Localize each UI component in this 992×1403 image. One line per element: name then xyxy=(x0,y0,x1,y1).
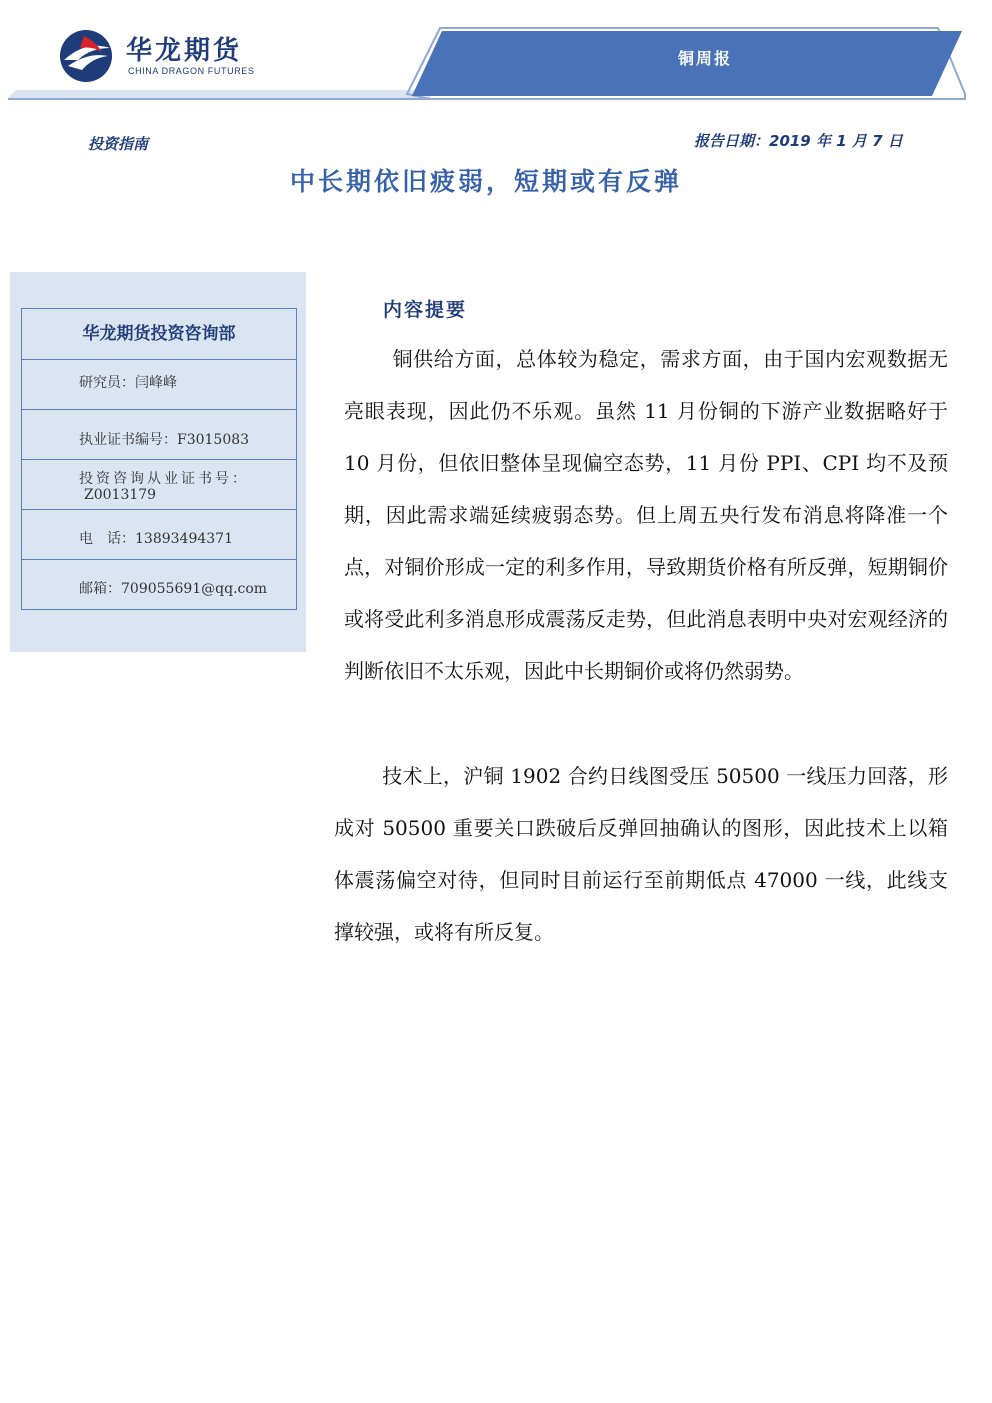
company-logo xyxy=(56,24,316,84)
summary-heading: 内容提要 xyxy=(383,299,468,321)
cert-number: 执业证书编号：F3015083 xyxy=(79,432,250,448)
logo-english-text: CHINA DRAGON FUTURES xyxy=(128,66,255,76)
cert-row xyxy=(22,409,296,459)
advisory-cert-label: 投资咨询从业证书号： xyxy=(79,471,249,487)
dragon-logo-icon xyxy=(56,26,116,86)
phone-row xyxy=(22,509,296,559)
advisory-cert-number: Z0013179 xyxy=(84,487,157,503)
department-heading: 华龙期货投资咨询部 xyxy=(82,324,236,344)
phone-number: 电 话：13893494371 xyxy=(79,531,233,547)
summary-paragraph-2 xyxy=(334,750,948,958)
analyst-sidebar xyxy=(10,272,306,652)
researcher-row xyxy=(22,359,296,409)
researcher-name: 研究员：闫峰峰 xyxy=(79,375,177,391)
report-date: 报告日期：2019 年 1 月 7 日 xyxy=(694,132,903,150)
summary-paragraph-1 xyxy=(334,333,948,697)
paragraph-1-text: 铜供给方面，总体较为稳定，需求方面，由于国内宏观数据无亮眼表现，因此仍不乐观。虽然 11 月份铜的下游产业数据略好于 10 月份，但依旧整体呈现偏空态势，11 月份 PPI、CPI 均不及预期，因此需求端延续疲弱态势。但上周五央行发布消息将降准一个点，对铜价形成一定的利多作用，导致期货价格有所反弹，短期铜价或将受此利多消息形成震荡反走势，但此消息表明中央对宏观经济的判断依旧不太乐观，因此中长期铜价或将仍然弱势。 xyxy=(344,347,948,683)
analyst-info-table xyxy=(21,308,297,610)
report-header xyxy=(0,0,992,120)
email-row xyxy=(22,559,296,609)
category-label: 投资指南 xyxy=(88,135,149,153)
logo-chinese-text: 华龙期货 xyxy=(126,36,243,66)
email-address: 邮箱：709055691@qq.com xyxy=(79,581,268,597)
report-title: 中长期依旧疲弱，短期或有反弹 xyxy=(289,167,682,196)
advisory-cert-row xyxy=(22,459,296,509)
paragraph-2-text: 技术上，沪铜 1902 合约日线图受压 50500 一线压力回落，形成对 50500 重要关口跌破后反弹回抽确认的图形，因此技术上以箱体震荡偏空对待，但同时目前运行至前期低点 47000 一线，此线支撑较强，或将有所反复。 xyxy=(334,764,948,944)
report-type-label: 铜周报 xyxy=(677,49,732,68)
